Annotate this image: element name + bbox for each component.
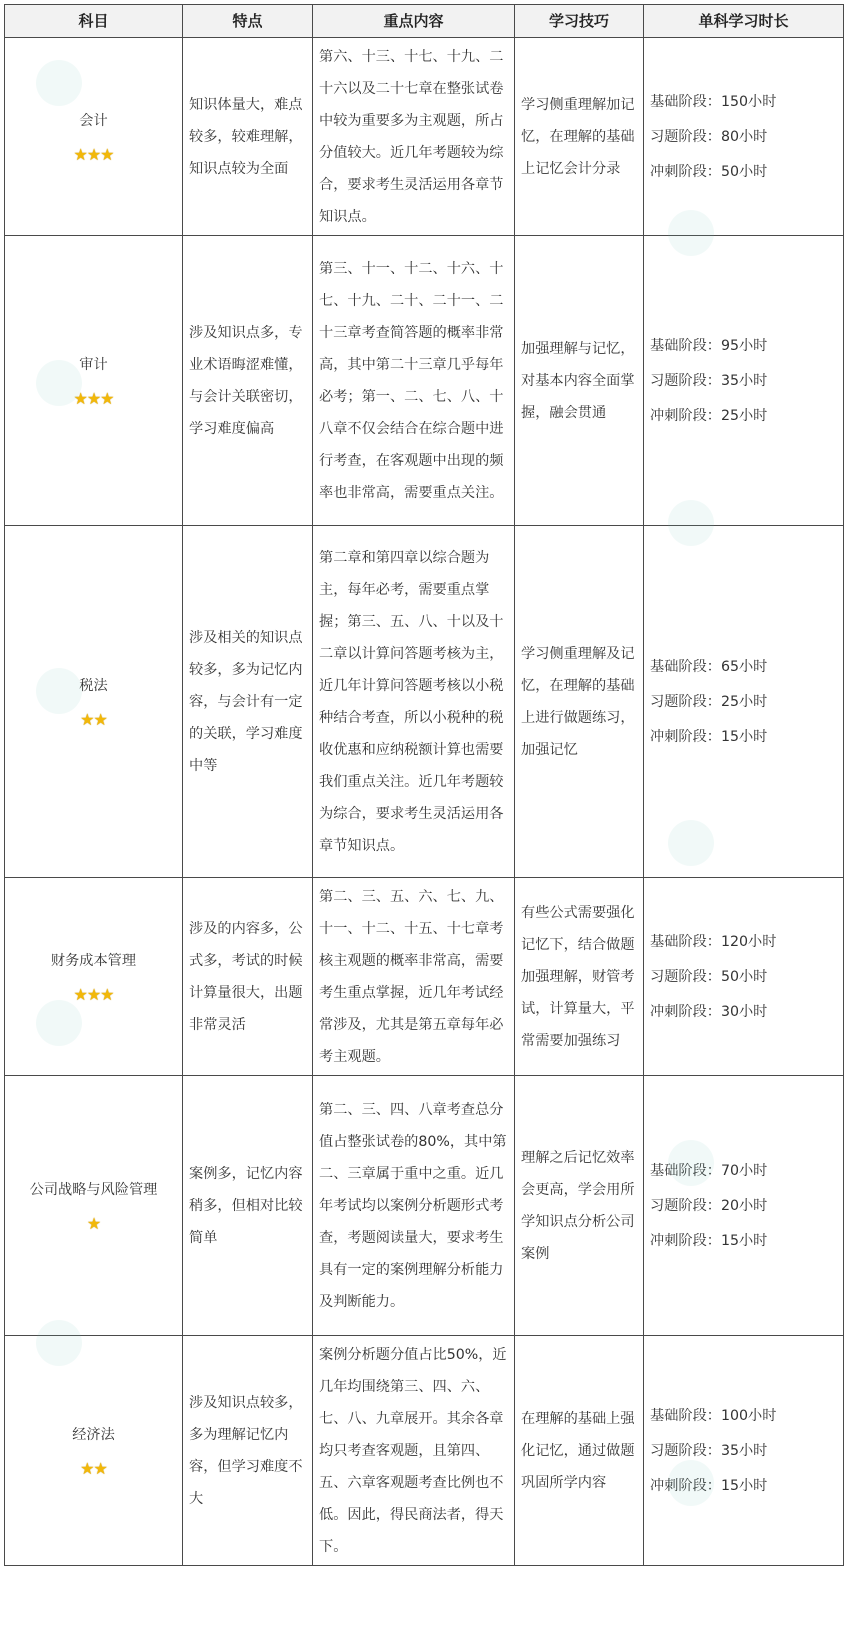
- key-content-cell: [313, 1336, 515, 1566]
- features-text: 涉及的内容多，公式多，考试的时候计算量很大，出题非常灵活: [189, 920, 303, 1033]
- tips-cell: [515, 526, 644, 878]
- phase-sprint: 冲刺阶段：25小时: [650, 407, 768, 424]
- table-row: [5, 236, 844, 526]
- features-text: 涉及知识点多，专业术语晦涩难懂，与会计关联密切，学习难度偏高: [189, 324, 303, 437]
- phase-basic: 基础阶段：150小时: [650, 93, 777, 110]
- subject-cell: [5, 526, 183, 878]
- tips-cell: [515, 1076, 644, 1336]
- subject-name: 公司战略与风险管理: [29, 1181, 158, 1198]
- key-content-text: 第三、十一、十二、十六、十七、十九、二十、二十一、二十三章考查简答题的概率非常高，其中第二十三章几乎每年必考；第一、二、七、八、十八章不仅会结合在综合题中进行考查，在客观题中出现的频率也非常高，需要重点关注。: [319, 260, 504, 501]
- phase-basic: 基础阶段：70小时: [650, 1162, 768, 1179]
- subject-name: 税法: [79, 677, 108, 694]
- tips-cell: [515, 878, 644, 1076]
- phase-exercise: 习题阶段：80小时: [650, 128, 768, 145]
- table-row: [5, 1076, 844, 1336]
- tips-cell: [515, 236, 644, 526]
- phase-basic: 基础阶段：100小时: [650, 1407, 777, 1424]
- time-cell: [644, 1076, 844, 1336]
- key-content-text: 第六、十三、十七、十九、二十六以及二十七章在整张试卷中较为重要多为主观题，所占分值较大。近几年考题较为综合，要求考生灵活运用各章节知识点。: [319, 48, 504, 225]
- features-cell: [183, 526, 313, 878]
- subject-name: 会计: [79, 112, 108, 129]
- key-content-cell: [313, 236, 515, 526]
- subject-cell: [5, 1076, 183, 1336]
- key-content-text: 第二、三、四、八章考查总分值占整张试卷的80%，其中第二、三章属于重中之重。近几年考试均以案例分析题形式考查，考题阅读量大，要求考生具有一定的案例理解分析能力及判断能力。: [319, 1101, 507, 1310]
- key-content-cell: [313, 38, 515, 236]
- features-text: 涉及知识点较多，多为理解记忆内容，但学习难度不大: [189, 1394, 303, 1507]
- phase-exercise: 习题阶段：35小时: [650, 1442, 768, 1459]
- features-cell: [183, 878, 313, 1076]
- subject-cell: [5, 38, 183, 236]
- features-text: 涉及相关的知识点较多，多为记忆内容，与会计有一定的关联，学习难度中等: [189, 629, 303, 774]
- difficulty-stars-icon: ★: [86, 1213, 101, 1233]
- table-row: [5, 526, 844, 878]
- phase-exercise: 习题阶段：50小时: [650, 968, 768, 985]
- table-row: [5, 38, 844, 236]
- time-cell: [644, 38, 844, 236]
- tips-cell: [515, 38, 644, 236]
- phase-exercise: 习题阶段：20小时: [650, 1197, 768, 1214]
- features-text: 知识体量大，难点较多，较难理解，知识点较为全面: [189, 96, 303, 177]
- key-content-cell: [313, 526, 515, 878]
- subject-name: 经济法: [72, 1426, 115, 1443]
- key-content-cell: [313, 878, 515, 1076]
- subject-cell: [5, 236, 183, 526]
- tips-text: 在理解的基础上强化记忆，通过做题巩固所学内容: [521, 1410, 635, 1491]
- header-subject: 科目: [5, 5, 183, 38]
- study-plan-table: [4, 4, 844, 1566]
- phase-basic: 基础阶段：95小时: [650, 337, 768, 354]
- features-cell: [183, 1336, 313, 1566]
- table-row: [5, 1336, 844, 1566]
- difficulty-stars-icon: ★★★: [73, 984, 114, 1004]
- subject-cell: [5, 878, 183, 1076]
- phase-exercise: 习题阶段：35小时: [650, 372, 768, 389]
- phase-sprint: 冲刺阶段：30小时: [650, 1003, 768, 1020]
- tips-text: 理解之后记忆效率会更高，学会用所学知识点分析公司案例: [521, 1149, 635, 1262]
- subject-name: 财务成本管理: [50, 952, 137, 969]
- phase-basic: 基础阶段：65小时: [650, 658, 768, 675]
- difficulty-stars-icon: ★★: [80, 709, 107, 729]
- features-cell: [183, 236, 313, 526]
- difficulty-stars-icon: ★★: [80, 1458, 107, 1478]
- time-cell: [644, 1336, 844, 1566]
- key-content-cell: [313, 1076, 515, 1336]
- header-tips: 学习技巧: [515, 5, 644, 38]
- tips-text: 加强理解与记忆，对基本内容全面掌握，融会贯通: [521, 340, 635, 421]
- time-cell: [644, 236, 844, 526]
- time-cell: [644, 526, 844, 878]
- header-row: [5, 5, 844, 38]
- key-content-text: 第二章和第四章以综合题为主，每年必考，需要重点掌握；第三、五、八、十以及十二章以计算问答题考核为主，近几年计算问答题考核以小税种结合考查，所以小税种的税收优惠和应纳税额计算也需要我们重点关注。近几年考题较为综合，要求考生灵活运用各章节知识点。: [319, 549, 504, 854]
- features-cell: [183, 1076, 313, 1336]
- phase-basic: 基础阶段：120小时: [650, 933, 777, 950]
- tips-text: 有些公式需要强化记忆下，结合做题加强理解，财管考试，计算量大，平常需要加强练习: [521, 904, 635, 1049]
- subject-name: 审计: [79, 356, 108, 373]
- subject-cell: [5, 1336, 183, 1566]
- key-content-text: 第二、三、五、六、七、九、十一、十二、十五、十七章考核主观题的概率非常高，需要考生重点掌握，近几年考试经常涉及，尤其是第五章每年必考主观题。: [319, 888, 504, 1065]
- tips-text: 学习侧重理解加记忆，在理解的基础上记忆会计分录: [521, 96, 635, 177]
- phase-sprint: 冲刺阶段：15小时: [650, 728, 768, 745]
- tips-cell: [515, 1336, 644, 1566]
- header-time: 单科学习时长: [644, 5, 844, 38]
- phase-sprint: 冲刺阶段：15小时: [650, 1477, 768, 1494]
- difficulty-stars-icon: ★★★: [73, 388, 114, 408]
- features-cell: [183, 38, 313, 236]
- phase-sprint: 冲刺阶段：50小时: [650, 163, 768, 180]
- header-features: 特点: [183, 5, 313, 38]
- table-row: [5, 878, 844, 1076]
- features-text: 案例多，记忆内容稍多，但相对比较简单: [189, 1165, 303, 1246]
- key-content-text: 案例分析题分值占比50%，近几年均围绕第三、四、六、七、八、九章展开。其余各章均只考查客观题，且第四、五、六章客观题考查比例也不低。因此，得民商法者，得天下。: [319, 1346, 507, 1555]
- difficulty-stars-icon: ★★★: [73, 144, 114, 164]
- time-cell: [644, 878, 844, 1076]
- phase-exercise: 习题阶段：25小时: [650, 693, 768, 710]
- tips-text: 学习侧重理解及记忆，在理解的基础上进行做题练习，加强记忆: [521, 645, 635, 758]
- phase-sprint: 冲刺阶段：15小时: [650, 1232, 768, 1249]
- header-key-content: 重点内容: [313, 5, 515, 38]
